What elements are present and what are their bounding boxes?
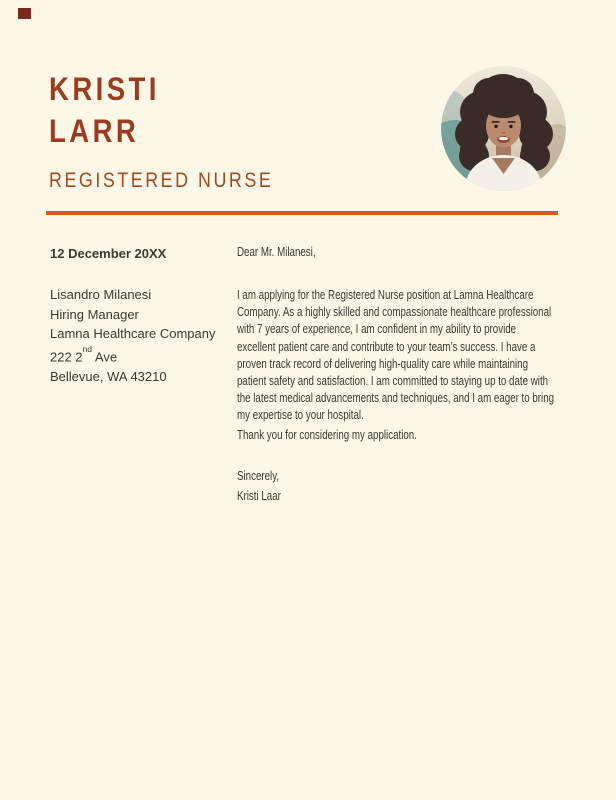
body-line: I am applying for the Registered Nurse position at Lamna Healthcare	[237, 287, 534, 302]
header-divider-rule	[46, 211, 558, 215]
letter-body-column	[237, 243, 589, 506]
candidate-name-line2: LARR	[49, 113, 140, 149]
body-line: Company. As a highly skilled and compassionate healthcare professional	[237, 304, 552, 320]
body-line: with 7 years of experience, I am confident in my ability to provide	[237, 321, 517, 337]
body-line: my expertise to your hospital.	[237, 407, 364, 423]
ordinal-suffix: nd	[82, 344, 93, 355]
recipient-company: Lamna Healthcare Company	[50, 326, 216, 342]
closing-signoff: Sincerely,	[237, 467, 280, 483]
letter-meta-column	[50, 245, 235, 387]
recipient-name: Lisandro Milanesi	[50, 287, 152, 302]
profile-photo	[441, 66, 566, 191]
recipient-address-block	[50, 285, 235, 387]
letter-body-paragraph	[237, 286, 588, 424]
woman-portrait-photo-icon	[441, 66, 566, 191]
candidate-name-line1: KRISTI	[49, 71, 160, 107]
signoff-block	[237, 466, 588, 506]
recipient-title: Hiring Manager	[50, 306, 139, 322]
body-line: patient safety and satisfaction. I am committed to staying up to date with	[237, 373, 549, 389]
letter-date: 12 December 20XX	[50, 246, 167, 261]
salutation: Dear Mr. Milanesi,	[237, 244, 316, 259]
candidate-job-title: REGISTERED NURSE	[49, 169, 274, 192]
recipient-street: 222 2nd Ave	[50, 344, 118, 365]
candidate-name	[49, 68, 160, 152]
recipient-city: Bellevue, WA 43210	[50, 369, 167, 385]
closing-thanks: Thank you for considering my application.	[237, 426, 417, 442]
body-line: excellent patient care and contribute to your team’s success. I have a	[237, 338, 536, 354]
brand-accent-square	[18, 8, 31, 19]
signature-name: Kristi Laar	[237, 487, 281, 503]
body-line: proven track record of delivering high-quality care while maintaining	[237, 355, 529, 371]
body-line: the latest medical advancements and techniques, and I am eager to bring	[237, 390, 555, 406]
